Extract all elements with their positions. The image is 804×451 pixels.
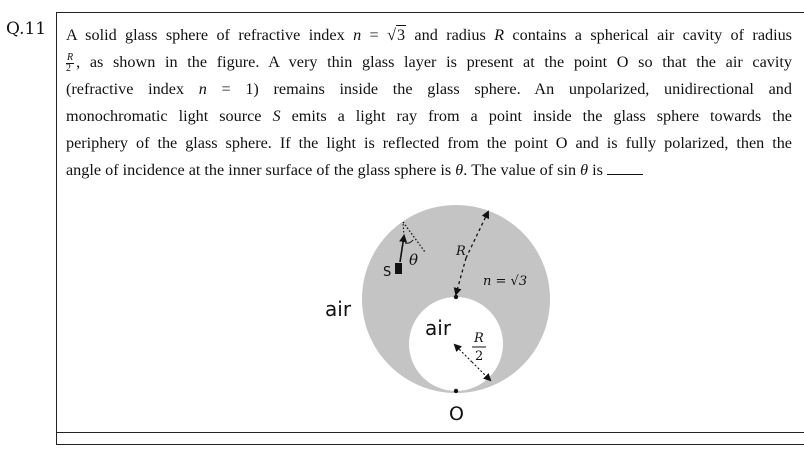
air-cavity <box>409 297 503 391</box>
question-line-2: $\frac{R}{2}$ , as shown in the figure. A very thin glass layer is present at the point O so that the air cavity <box>66 51 792 74</box>
question-line-3: (refractive index n = 1) remains inside the glass sphere. An unpolarized, unidirectional and <box>66 80 792 98</box>
label-point-o: O <box>449 403 464 425</box>
question-line-1: A solid glass sphere of refractive index n = √3 and radius R contains a spherical air cavity of radius <box>66 26 792 44</box>
label-radius-r: R <box>456 244 466 259</box>
question-number: Q.11 <box>6 19 47 39</box>
question-line-4: monochromatic light source S emits a light ray from a point inside the glass sphere towards the <box>66 107 792 125</box>
label-refractive-index: n = √3 <box>483 274 528 289</box>
sqrt-symbol: √3 <box>387 26 406 44</box>
label-air-outside: air <box>325 297 352 321</box>
point-o <box>454 389 458 393</box>
question-line-6: angle of incidence at the inner surface of the glass sphere is θ. The value of sin θ is <box>66 157 792 184</box>
fraction-r-over-2: $\frac{R}{2}$ <box>66 51 74 74</box>
label-half-radius-den: 2 <box>475 349 484 364</box>
sphere-center-point <box>454 295 458 299</box>
question-line-5: periphery of the glass sphere. If the light is reflected from the point O and is fully polarized, then the <box>66 134 792 152</box>
source-s-marker <box>395 263 402 274</box>
label-air-cavity: air <box>425 316 452 340</box>
label-source-s: S <box>383 265 392 280</box>
label-theta: θ <box>409 251 419 269</box>
label-half-radius-num: R <box>474 331 484 346</box>
